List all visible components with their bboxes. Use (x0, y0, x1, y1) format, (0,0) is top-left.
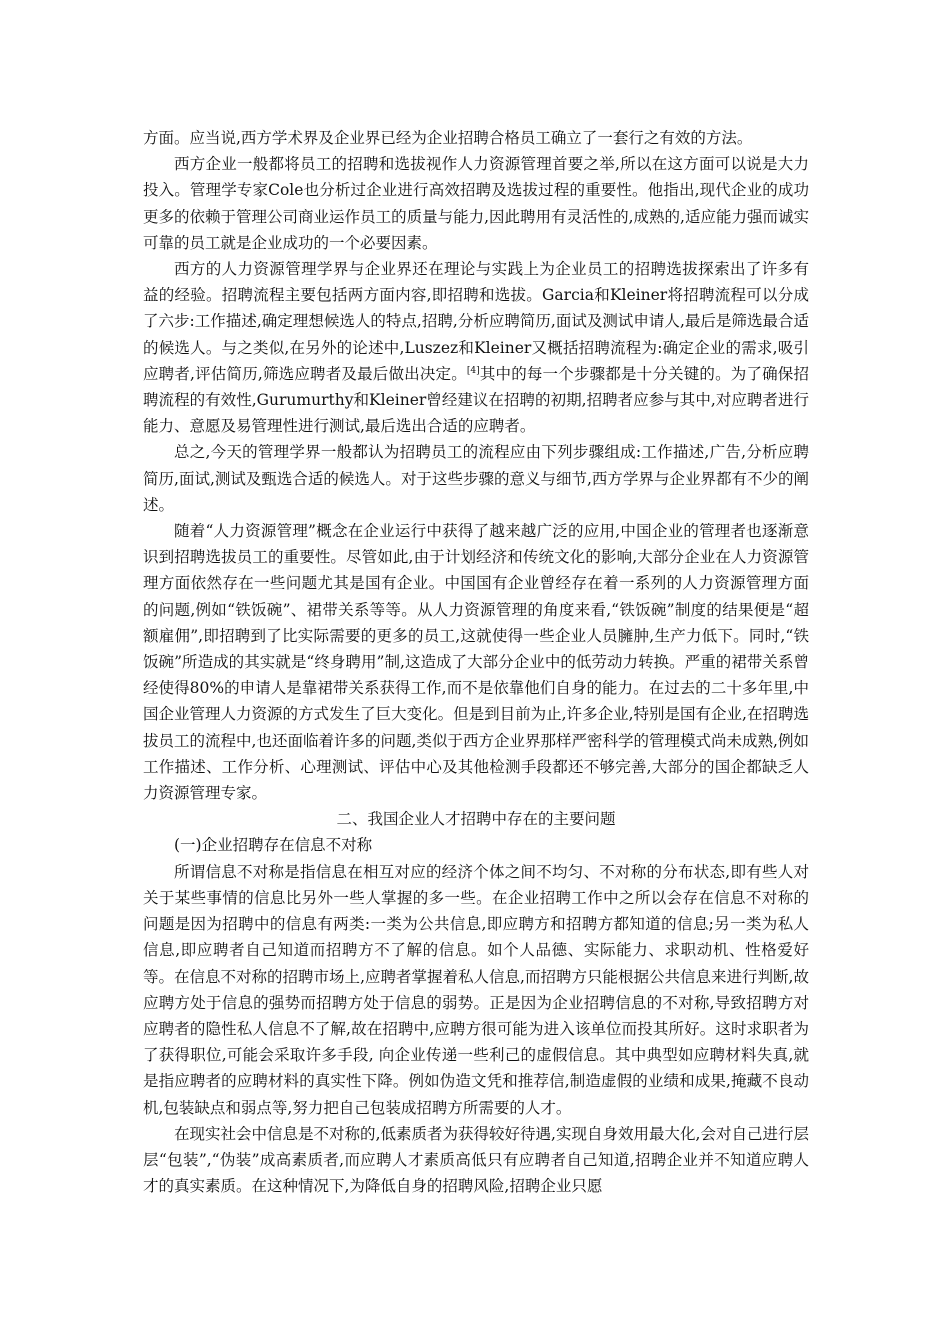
document-body (143, 125, 809, 1199)
paragraph-information-asymmetry: 所谓信息不对称是指信息在相互对应的经济个体之间不均匀、不对称的分布状态,即有些人对关于某些事情的信息比另外一些人掌握的多一些。在企业招聘工作中之所以会存在信息不对称的问题是因为招聘中的信息有两类:一类为公共信息,即应聘方和招聘方都知道的信息;另一类为私人信息,即应聘者自己知道而招聘方不了解的信息。如个人品德、实际能力、求职动机、性格爱好等。在信息不对称的招聘市场上,应聘者掌握着私人信息,而招聘方只能根据公共信息来进行判断,故应聘方处于信息的强势而招聘方处于信息的弱势。正是因为企业招聘信息的不对称,导致招聘方对应聘者的隐性私人信息不了解,故在招聘中,应聘方很可能为进入该单位而投其所好。这时求职者为了获得职位,可能会采取许多手段, 向企业传递一些利己的虚假信息。其中典型如应聘材料失真,就是指应聘者的应聘材料的真实性下降。例如伪造文凭和推荐信,制造虚假的业绩和成果,掩藏不良动机,包装缺点和弱点等,努力把自己包装成招聘方所需要的人才。 (143, 862, 809, 1117)
paragraph-recruitment-process-part1: 西方的人力资源管理学界与企业界还在理论与实践上为企业员工的招聘选拔探索出了许多有益的经验。招聘流程主要包括两方面内容,即招聘和选拔。Garcia和Kleiner将招聘流程可以分成了六步:工作描述,确定理想候选人的特点,招聘,分析应聘简历,面试及测试申请人,最后是筛选最合适的候选人。与之类似,在另外的论述中,Luszez和Kleiner又概括招聘流程为:确定企业的需求,吸引应聘者,评估简历,筛选应聘者及最后做出决定。 (143, 260, 809, 383)
section-heading: 二、我国企业人才招聘中存在的主要问题 (336, 810, 616, 829)
paragraph-reality: 在现实社会中信息是不对称的,低素质者为获得较好待遇,实现自身效用最大化,会对自己进行层层“包装”,“伪装”成高素质者,而应聘人才素质高低只有应聘者自己知道,招聘企业并不知道应聘人才的真实素质。在这种情况下,为降低自身的招聘风险,招聘企业只愿 (143, 1124, 809, 1196)
subsection-heading: (一)企业招聘存在信息不对称 (174, 836, 373, 855)
citation-reference: [4] (466, 365, 480, 376)
paragraph-western-recruitment: 西方企业一般都将员工的招聘和选拔视作人力资源管理首要之举,所以在这方面可以说是大力投入。管理学专家Cole也分析过企业进行高效招聘及选拔过程的重要性。他指出,现代企业的成功更多的依赖于管理公司商业运作员工的质量与能力,因此聘用有灵活性的,成熟的,适应能力强而诚实可靠的员工就是企业成功的一个必要因素。 (143, 155, 809, 252)
paragraph-recruitment-process (143, 256, 809, 439)
paragraph-china-hrm: 随着“人力资源管理”概念在企业运行中获得了越来越广泛的应用,中国企业的管理者也逐渐意识到招聘选拔员工的重要性。尽管如此,由于计划经济和传统文化的影响,大部分企业在人力资源管理方面依然存在一些问题尤其是国有企业。中国国有企业曾经存在着一系列的人力资源管理方面的问题,例如“铁饭碗”、裙带关系等等。从人力资源管理的角度来看,“铁饭碗”制度的结果便是“超额雇佣”,即招聘到了比实际需要的更多的员工,这就使得一些企业人员臃肿,生产力低下。同时,“铁饭碗”所造成的其实就是“终身聘用”制,这造成了大部分企业中的低劳动力转换。严重的裙带关系曾经使得80%的申请人是靠裙带关系获得工作,而不是依靠他们自身的能力。在过去的二十多年里,中国企业管理人力资源的方式发生了巨大变化。但是到目前为止,许多企业,特别是国有企业,在招聘选拔员工的流程中,也还面临着许多的问题,类似于西方企业界那样严密科学的管理模式尚未成熟,例如工作描述、工作分析、心理测试、评估中心及其他检测手段都还不够完善,大部分的国企都缺乏人力资源管理专家。 (143, 522, 809, 803)
paragraph-opening: 方面。应当说,西方学术界及企业界已经为企业招聘合格员工确立了一套行之有效的方法。 (143, 129, 753, 147)
paragraph-summary: 总之,今天的管理学界一般都认为招聘员工的流程应由下列步骤组成:工作描述,广告,分析应聘简历,面试,测试及甄选合适的候选人。对于这些步骤的意义与细节,西方学界与企业界都有不少的阐述。 (143, 443, 809, 514)
paragraph-recruitment-process-part2: 其中的每一个步骤都是十分关键的。为了确保招聘流程的有效性,Gurumurthy和Kleiner曾经建议在招聘的初期,招聘者应参与其中,对应聘者进行能力、意愿及易管理性进行测试,最后选出合适的应聘者。 (143, 364, 809, 436)
